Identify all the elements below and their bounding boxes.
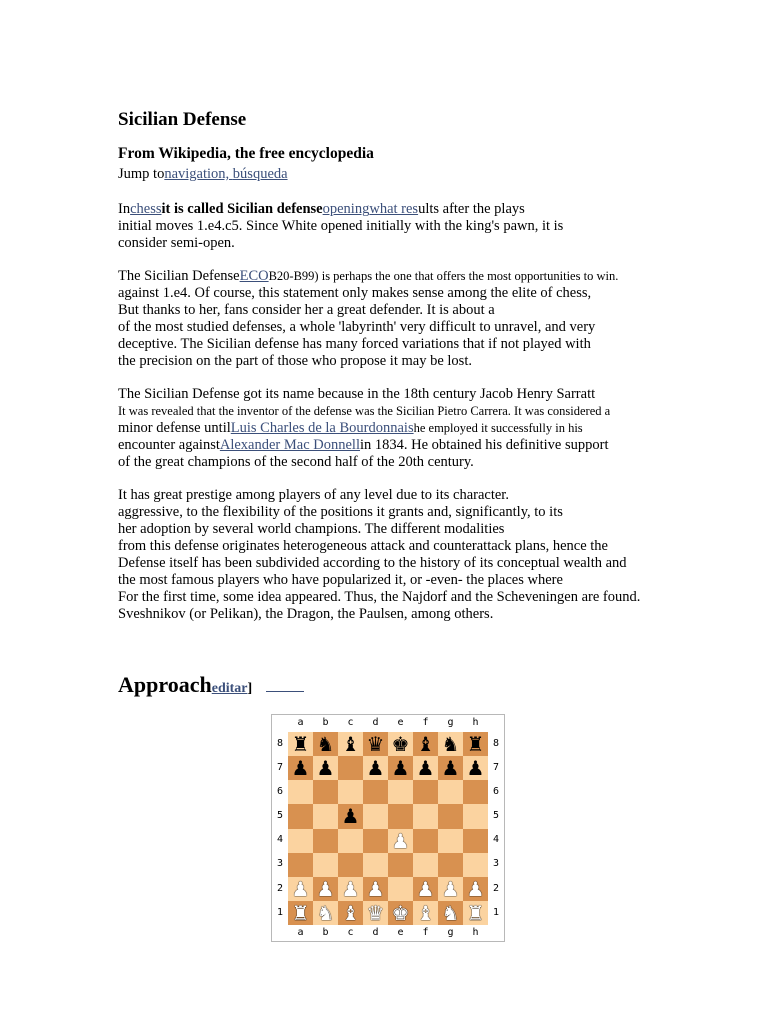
file-label: a — [297, 927, 304, 938]
board-square-h1 — [463, 901, 488, 925]
white-queen-icon: ♛ — [366, 900, 385, 925]
file-label: a — [297, 717, 304, 728]
board-square-b2 — [313, 877, 338, 901]
board-square-g7 — [438, 756, 463, 780]
rank-label: 8 — [276, 738, 284, 749]
board-square-b6 — [313, 780, 338, 804]
board-square-b5 — [313, 804, 338, 828]
board-square-c8 — [338, 732, 363, 756]
board-square-a1 — [288, 901, 313, 925]
board-square-g6 — [438, 780, 463, 804]
text: In — [118, 201, 131, 217]
white-king-icon: ♚ — [391, 900, 410, 925]
rank-labels-left — [272, 732, 288, 925]
board-square-g3 — [438, 853, 463, 877]
text-line: It has great prestige among players of any level due to its character. — [118, 487, 509, 503]
black-pawn-icon: ♟ — [466, 756, 485, 781]
black-rook-icon: ♜ — [291, 732, 310, 757]
board-square-b7 — [313, 756, 338, 780]
board-square-c1 — [338, 901, 363, 925]
file-label: e — [397, 717, 404, 728]
text-line: of the great champions of the second half of the 20th century. — [118, 454, 474, 470]
file-label: e — [397, 927, 404, 938]
text-small: is perhaps the one that offers the most opportunities to win. — [321, 269, 619, 283]
board-square-e6 — [388, 780, 413, 804]
opening-link[interactable]: opening — [322, 201, 370, 217]
text-line: aggressive, to the flexibility of the positions it grants and, significantly, to its — [118, 504, 563, 520]
bourdonnais-link[interactable]: Luis Charles de la Bourdonnais — [230, 420, 414, 436]
board-square-d2 — [363, 877, 388, 901]
white-pawn-icon: ♟ — [291, 876, 310, 901]
black-king-icon: ♚ — [391, 732, 410, 757]
text-line: For the first time, some idea appeared. Thus, the Najdorf and the Scheveningen are found. — [118, 589, 641, 605]
black-pawn-icon: ♟ — [416, 756, 435, 781]
eco-link[interactable]: ECO — [239, 268, 269, 284]
white-pawn-icon: ♟ — [316, 876, 335, 901]
white-pawn-icon: ♟ — [341, 876, 360, 901]
rank-label: 8 — [492, 738, 500, 749]
board-square-e7 — [388, 756, 413, 780]
black-pawn-icon: ♟ — [366, 756, 385, 781]
section-heading-text: Approach — [118, 672, 212, 697]
board-square-a8 — [288, 732, 313, 756]
paragraph-intro — [118, 201, 563, 252]
file-label: d — [372, 927, 379, 938]
chess-diagram — [271, 714, 505, 942]
rank-label: 4 — [492, 834, 500, 846]
board-square-g5 — [438, 804, 463, 828]
board-square-h2 — [463, 877, 488, 901]
board-square-f8 — [413, 732, 438, 756]
rank-label: 1 — [492, 906, 500, 918]
board-square-a3 — [288, 853, 313, 877]
file-label: h — [472, 717, 479, 728]
board-square-h3 — [463, 853, 488, 877]
file-label: b — [322, 717, 329, 728]
rank-label: 1 — [276, 906, 284, 918]
black-bishop-icon: ♝ — [341, 732, 360, 757]
page-title: Sicilian Defense — [118, 109, 247, 130]
text-line: the most famous players who have popularized it, or -even- the places where — [118, 572, 563, 588]
text-small: he employed it successfully in his — [413, 421, 583, 435]
file-label: h — [472, 927, 479, 938]
page-subtitle: From Wikipedia, the free encyclopedia — [118, 145, 374, 162]
file-labels-top — [288, 715, 488, 731]
board-square-f2 — [413, 877, 438, 901]
white-pawn-icon: ♟ — [441, 876, 460, 901]
black-pawn-icon: ♟ — [391, 756, 410, 781]
board-square-c4 — [338, 829, 363, 853]
edit-link[interactable]: editar — [211, 681, 248, 696]
board-square-h4 — [463, 829, 488, 853]
board-square-e3 — [388, 853, 413, 877]
board-square-c2 — [338, 877, 363, 901]
text: ults after the plays — [418, 201, 525, 217]
text-line: the precision on the part of those who propose it may be lost. — [118, 353, 472, 369]
board-square-a2 — [288, 877, 313, 901]
board-square-e1 — [388, 901, 413, 925]
black-rook-icon: ♜ — [466, 732, 485, 757]
rank-label: 3 — [276, 858, 284, 870]
black-pawn-icon: ♟ — [441, 756, 460, 781]
jump-links — [118, 166, 288, 183]
rank-label: 4 — [276, 834, 284, 846]
black-knight-icon: ♞ — [441, 732, 460, 757]
text-line: her adoption by several world champions. The different modalities — [118, 521, 505, 537]
text-line: against 1.e4. Of course, this statement only makes sense among the elite of chess, — [118, 285, 592, 301]
rank-label: 6 — [276, 786, 284, 798]
paragraph-history — [118, 386, 610, 471]
text-line: But thanks to her, fans consider her a great defender. It is about a — [118, 302, 495, 318]
file-label: f — [422, 717, 429, 728]
board-square-h5 — [463, 804, 488, 828]
mac-donnell-link[interactable]: Alexander Mac Donnell — [219, 437, 360, 453]
chess-link[interactable]: chess — [130, 201, 162, 217]
file-label: g — [447, 927, 454, 938]
white-rook-icon: ♜ — [466, 900, 485, 925]
what-link[interactable]: what res — [369, 201, 419, 217]
file-label: g — [447, 717, 454, 728]
board-square-e8 — [388, 732, 413, 756]
board-square-f7 — [413, 756, 438, 780]
text-line-small: It was revealed that the inventor of the defense was the Sicilian Pietro Carrera. It was considered a — [118, 404, 611, 418]
text-line: of the most studied defenses, a whole 'labyrinth' very difficult to unravel, and very — [118, 319, 596, 335]
white-pawn-icon: ♟ — [466, 876, 485, 901]
paragraph-eco — [118, 268, 618, 370]
board-square-f1 — [413, 901, 438, 925]
white-pawn-icon: ♟ — [391, 828, 410, 853]
black-queen-icon: ♛ — [366, 732, 385, 757]
search-link[interactable]: búsqueda — [232, 166, 288, 182]
board-square-c7 — [338, 756, 363, 780]
text-line: The Sicilian Defense got its name because in the 18th century Jacob Henry Sarratt — [118, 386, 596, 402]
white-bishop-icon: ♝ — [341, 900, 360, 925]
board-square-h7 — [463, 756, 488, 780]
text-line: Defense itself has been subdivided according to the history of its conceptual wealth and — [118, 555, 627, 571]
black-knight-icon: ♞ — [316, 732, 335, 757]
empty-link[interactable] — [266, 677, 304, 692]
board-square-h6 — [463, 780, 488, 804]
board-square-g2 — [438, 877, 463, 901]
board-square-b1 — [313, 901, 338, 925]
rank-label: 7 — [492, 762, 500, 774]
black-bishop-icon: ♝ — [416, 732, 435, 757]
file-label: f — [422, 927, 429, 938]
board-square-d6 — [363, 780, 388, 804]
text: The Sicilian Defense — [118, 268, 240, 284]
board-square-a5 — [288, 804, 313, 828]
section-heading-approach — [118, 672, 304, 698]
rank-label: 2 — [276, 882, 284, 894]
board-square-g8 — [438, 732, 463, 756]
white-pawn-icon: ♟ — [366, 876, 385, 901]
board-square-f4 — [413, 829, 438, 853]
rank-label: 6 — [492, 786, 500, 798]
file-labels-bottom — [288, 925, 488, 941]
board-square-c5 — [338, 804, 363, 828]
text-small: B20-B99) — [268, 269, 322, 283]
paragraph-prestige — [118, 487, 640, 623]
rank-labels-right — [488, 732, 504, 925]
board-square-e2 — [388, 877, 413, 901]
board-square-d7 — [363, 756, 388, 780]
white-knight-icon: ♞ — [316, 900, 335, 925]
chess-board — [288, 732, 488, 925]
board-square-c6 — [338, 780, 363, 804]
board-square-h8 — [463, 732, 488, 756]
rank-label: 5 — [276, 810, 284, 822]
black-pawn-icon: ♟ — [291, 756, 310, 781]
white-pawn-icon: ♟ — [416, 876, 435, 901]
board-square-d4 — [363, 829, 388, 853]
file-label: c — [347, 717, 354, 728]
black-pawn-icon: ♟ — [341, 804, 360, 829]
rank-label: 5 — [492, 810, 500, 822]
jump-prefix: Jump to — [118, 166, 165, 182]
bracket: ] — [247, 681, 253, 696]
black-pawn-icon: ♟ — [316, 756, 335, 781]
board-square-d5 — [363, 804, 388, 828]
text: encounter against — [118, 437, 220, 453]
text-line: initial moves 1.e4.c5. Since White opened initially with the king's pawn, it is — [118, 218, 564, 234]
text: minor defense until — [118, 420, 231, 436]
board-square-d1 — [363, 901, 388, 925]
white-knight-icon: ♞ — [441, 900, 460, 925]
text: in 1834. He obtained his definitive support — [360, 437, 609, 453]
board-square-b3 — [313, 853, 338, 877]
board-square-g1 — [438, 901, 463, 925]
white-rook-icon: ♜ — [291, 900, 310, 925]
board-square-a4 — [288, 829, 313, 853]
rank-label: 7 — [276, 762, 284, 774]
rank-label: 3 — [492, 858, 500, 870]
file-label: b — [322, 927, 329, 938]
board-square-b4 — [313, 829, 338, 853]
board-square-g4 — [438, 829, 463, 853]
board-square-f6 — [413, 780, 438, 804]
text-line: consider semi-open. — [118, 235, 235, 251]
board-square-f3 — [413, 853, 438, 877]
text-line: deceptive. The Sicilian defense has many forced variations that if not played with — [118, 336, 591, 352]
board-square-a6 — [288, 780, 313, 804]
board-square-b8 — [313, 732, 338, 756]
board-square-e4 — [388, 829, 413, 853]
text-line: from this defense originates heterogeneous attack and counterattack plans, hence the — [118, 538, 608, 554]
text-bold: it is called Sicilian defense — [161, 201, 323, 217]
board-square-e5 — [388, 804, 413, 828]
text-line: Sveshnikov (or Pelikan), the Dragon, the Paulsen, among others. — [118, 606, 494, 622]
board-square-c3 — [338, 853, 363, 877]
board-square-f5 — [413, 804, 438, 828]
file-label: c — [347, 927, 354, 938]
white-bishop-icon: ♝ — [416, 900, 435, 925]
navigation-link[interactable]: navigation, — [164, 166, 233, 182]
rank-label: 2 — [492, 882, 500, 894]
board-square-a7 — [288, 756, 313, 780]
board-square-d3 — [363, 853, 388, 877]
board-square-d8 — [363, 732, 388, 756]
file-label: d — [372, 717, 379, 728]
